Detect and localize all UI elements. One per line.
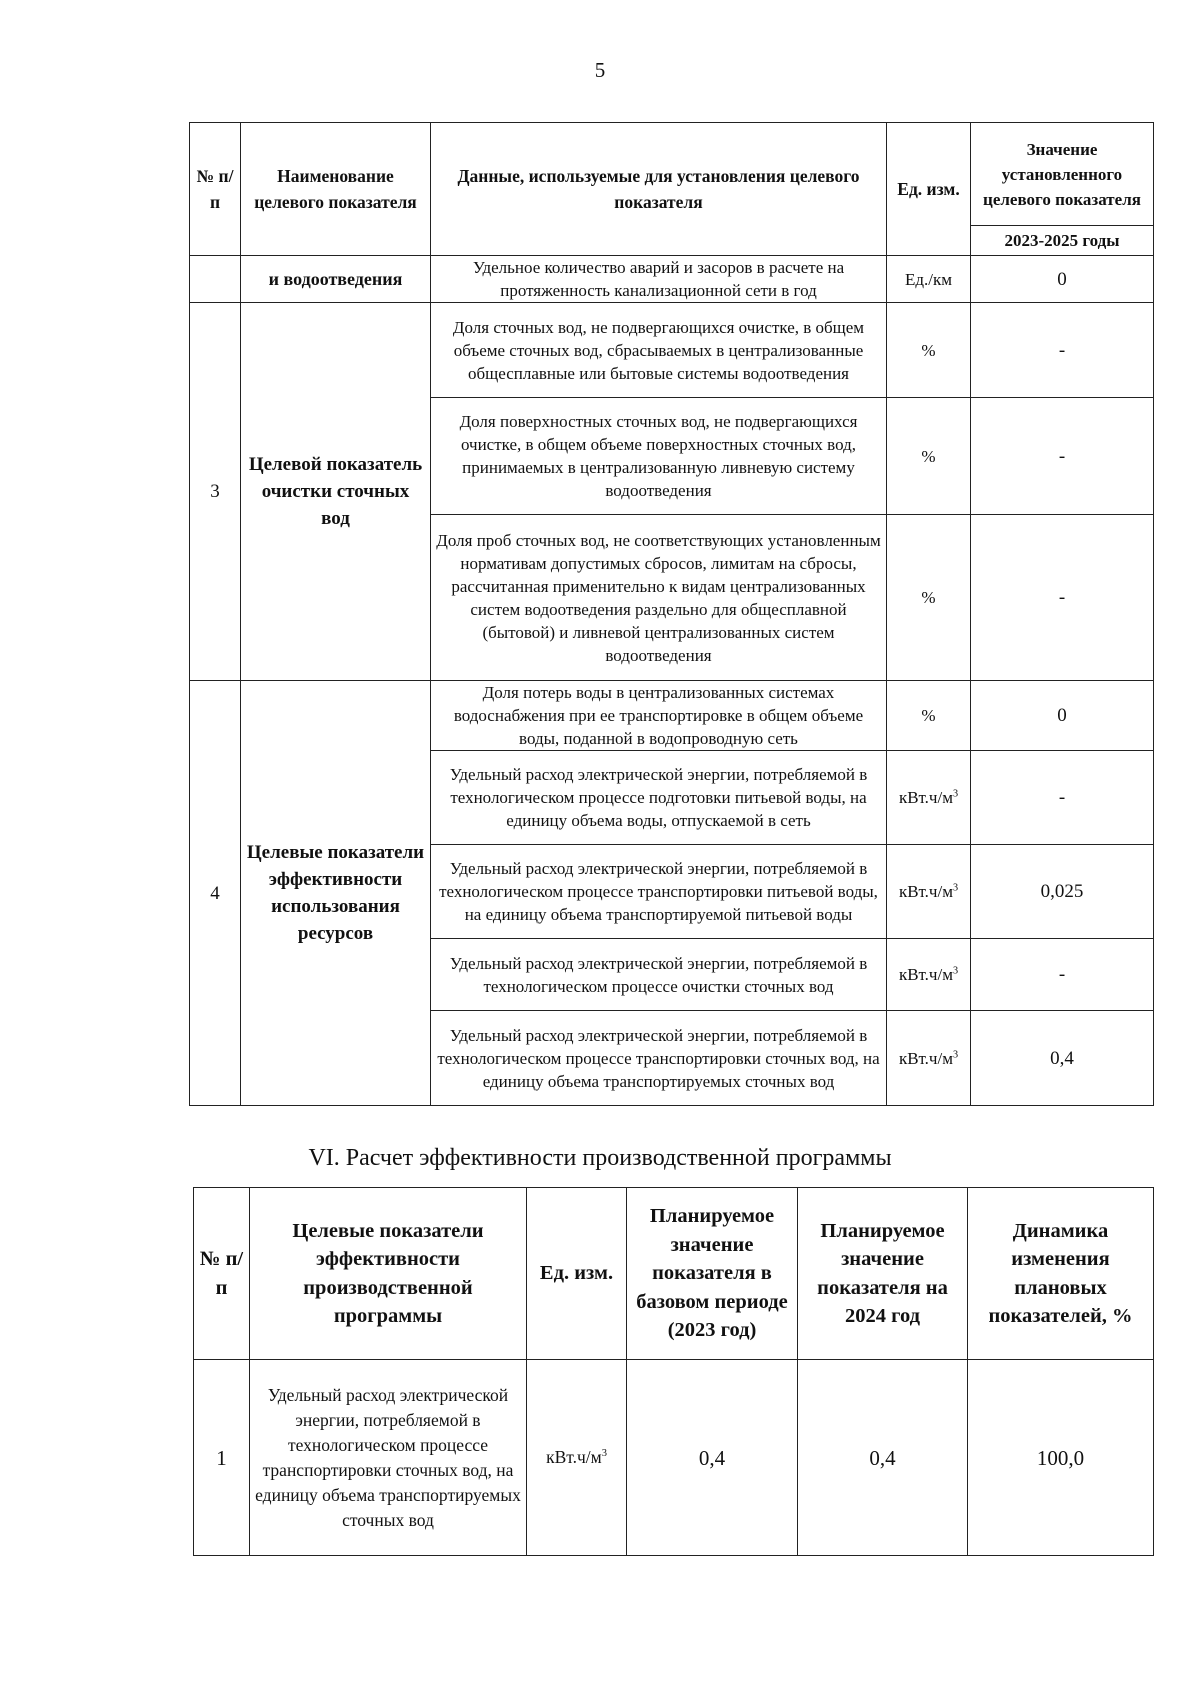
indicator-unit: $кВт.ч/м^3$	[887, 1011, 971, 1106]
indicator-name-continued: и водоотведения	[241, 256, 431, 303]
indicator-value: 0	[971, 681, 1154, 751]
indicator-value: 0	[971, 256, 1154, 303]
indicator-data: Удельный расход электрической энергии, потребляемой в технологическом процессе подготовки питьевой воды, на единицу объема воды, отпускаемой в сеть	[431, 751, 887, 845]
section-title: VI. Расчет эффективности производственной программы	[308, 1145, 892, 1171]
table1-header-row	[190, 123, 1154, 226]
header-plan-value: Планируемое значение показателя на 2024 год	[798, 1188, 968, 1360]
efficiency-calculation-table	[193, 1187, 1154, 1556]
indicator-data: Доля проб сточных вод, не соответствующих установленным нормативам допустимых сбросов, лимитам на сбросы, рассчитанная применительно к видам централизованных систем водоотведения раздельно для общесплавной (бытовой) и ливневой централизованных систем водоотведения	[431, 515, 887, 681]
header-value: Значение установленного целевого показателя	[971, 123, 1154, 226]
indicator-value: -	[971, 303, 1154, 398]
table-row	[194, 1360, 1154, 1556]
header-period: 2023-2025 годы	[971, 226, 1154, 256]
indicator-value: 0,025	[971, 845, 1154, 939]
group-number: 4	[190, 681, 241, 1106]
indicator-value: -	[971, 939, 1154, 1011]
indicator-value: -	[971, 515, 1154, 681]
plan-value: 0,4	[798, 1360, 968, 1556]
target-indicators-table	[189, 122, 1154, 1106]
dynamics-value: 100,0	[968, 1360, 1154, 1556]
indicator-data: Доля потерь воды в централизованных системах водоснабжения при ее транспортировке в общем объеме воды, поданной в водопроводную сеть	[431, 681, 887, 751]
group-number: 3	[190, 303, 241, 681]
indicator-data: Удельный расход электрической энергии, потребляемой в технологическом процессе очистки сточных вод	[431, 939, 887, 1011]
indicator-data: Доля сточных вод, не подвергающихся очистке, в общем объеме сточных вод, сбрасываемых в централизованные общесплавные или бытовые системы водоотведения	[431, 303, 887, 398]
header-data: Данные, используемые для установления целевого показателя	[431, 123, 887, 256]
indicator-unit: %	[887, 681, 971, 751]
header-base-value: Планируемое значение показателя в базовом периоде (2023 год)	[627, 1188, 798, 1360]
indicator-unit: $кВт.ч/м^3$	[527, 1360, 627, 1556]
indicator-value: 0,4	[971, 1011, 1154, 1106]
header-name: Целевые показатели эффективности производственной программы	[250, 1188, 527, 1360]
header-num: № п/п	[190, 123, 241, 256]
table-row	[190, 256, 1154, 303]
header-name: Наименование целевого показателя	[241, 123, 431, 256]
indicator-unit: $кВт.ч/м^3$	[887, 751, 971, 845]
indicator-data: Доля поверхностных сточных вод, не подвергающихся очистке, в общем объеме поверхностных сточных вод, принимаемых в централизованную ливневую систему водоотведения	[431, 398, 887, 515]
group-name: Целевые показатели эффективности использования ресурсов	[241, 681, 431, 1106]
indicator-data: Удельный расход электрической энергии, потребляемой в технологическом процессе транспортировки питьевой воды, на единицу объема транспортируемой питьевой воды	[431, 845, 887, 939]
indicator-value: -	[971, 398, 1154, 515]
table2-header-row	[194, 1188, 1154, 1360]
table-row	[190, 681, 1154, 751]
indicator-unit: Ед./км	[887, 256, 971, 303]
base-value: 0,4	[627, 1360, 798, 1556]
page-number: 5	[594, 58, 606, 82]
indicator-unit: %	[887, 303, 971, 398]
row-number: 1	[194, 1360, 250, 1556]
indicator-name: Удельный расход электрической энергии, потребляемой в технологическом процессе транспортировки сточных вод, на единицу объема транспортируемых сточных вод	[250, 1360, 527, 1556]
header-unit: Ед. изм.	[887, 123, 971, 256]
indicator-data: Удельное количество аварий и засоров в расчете на протяженность канализационной сети в год	[431, 256, 887, 303]
indicator-unit: %	[887, 515, 971, 681]
indicator-data: Удельный расход электрической энергии, потребляемой в технологическом процессе транспортировки сточных вод, на единицу объема транспортируемых сточных вод	[431, 1011, 887, 1106]
header-unit: Ед. изм.	[527, 1188, 627, 1360]
indicator-unit: %	[887, 398, 971, 515]
indicator-unit: $кВт.ч/м^3$	[887, 939, 971, 1011]
header-dynamics: Динамика изменения плановых показателей, %	[968, 1188, 1154, 1360]
header-num: № п/п	[194, 1188, 250, 1360]
group-name: Целевой показатель очистки сточных вод	[241, 303, 431, 681]
indicator-value: -	[971, 751, 1154, 845]
table-row	[190, 303, 1154, 398]
indicator-unit: $кВт.ч/м^3$	[887, 845, 971, 939]
